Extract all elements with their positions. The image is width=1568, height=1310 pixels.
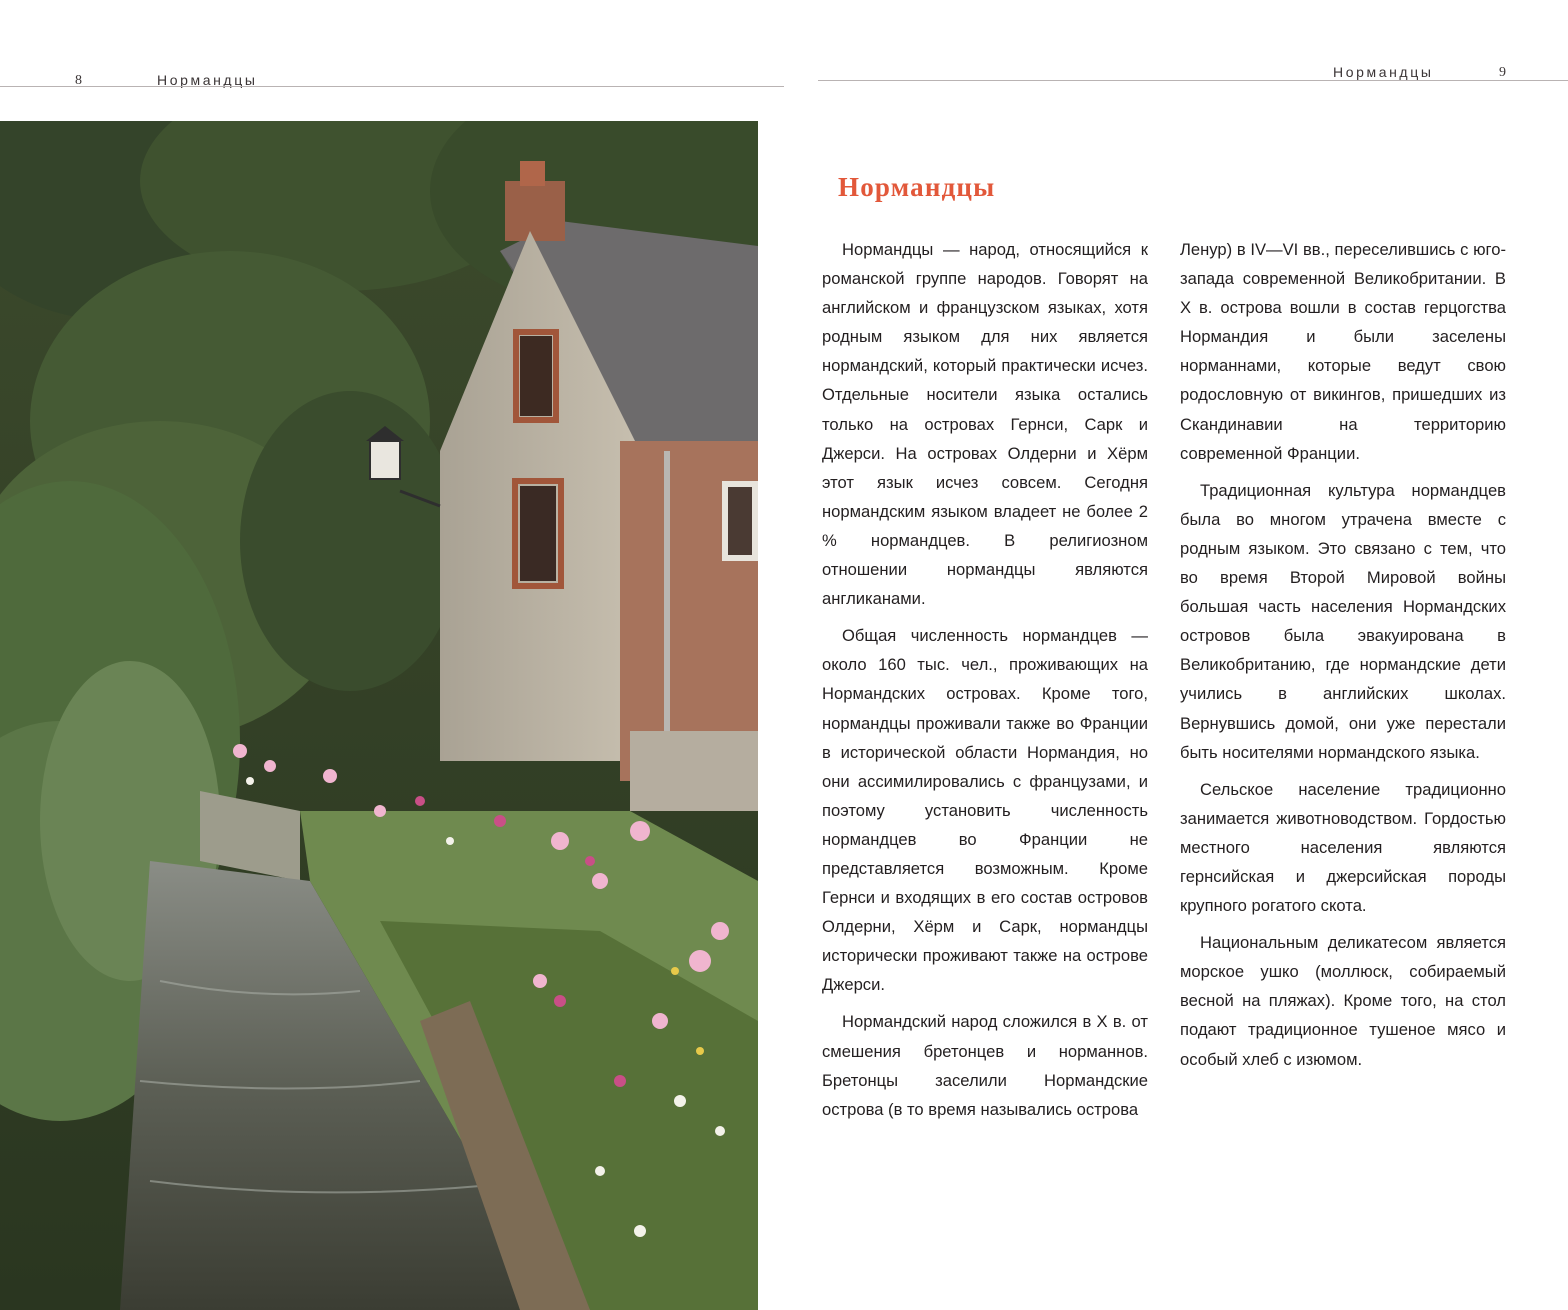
paragraph: Сельское население традиционно занимается животноводством. Гордостью местного населения являются гернсийская и джерсийская породы крупного рогатого скота. — [1180, 779, 1506, 916]
running-head-left: Нормандцы — [157, 72, 258, 88]
text-column-2 — [1180, 235, 1506, 1082]
article-title: Нормандцы — [838, 172, 996, 202]
page-number-left: 8 — [75, 73, 82, 88]
page-number-right: 9 — [1499, 65, 1506, 80]
paragraph: Нормандцы — народ, относящийся к романской группе народов. Говорят на английском и французском языках, хотя родным языком для них является нормандский, который практически исчез. Отдельные носители языка остались только на островах Гернси, Сарк и Джерси. На островах Олдерни и Хёрм этот язык исчез совсем. Сегодня нормандским языком владеет не более 2 % нормандцев. В религиозном отношении нормандцы являются англиканами. — [822, 240, 1148, 609]
header-rule-right — [818, 80, 1568, 81]
paragraph: Нормандский народ сложился в X в. от смешения бретонцев и норманнов. Бретонцы заселили Нормандские острова (в то время назывались острова — [822, 1012, 1148, 1119]
paragraph-continued: Ленур) в IV—VI вв., переселившись с юго-запада современной Великобритании. В X в. острова вошли в состав герцогства Нормандия и были заселены норманнами, которые ведут свою родословную от викингов, пришедших из Скандинавии на территорию современной Франции. — [1180, 240, 1506, 463]
paragraph: Национальным деликатесом является морское ушко (моллюск, собираемый весной на пляжах). Кроме того, на стол подают традиционное тушеное мясо и особый хлеб с изюмом. — [1180, 933, 1506, 1069]
paragraph: Общая численность нормандцев — около 160 тыс. чел., проживающих на Нормандских островах. Кроме того, нормандцы проживали также во Франции в исторической области Нормандия, но они ассимилировались с французами, и поэтому установить численность нормандцев во Франции не представляется возможным. Кроме Гернси и входящих в его состав островов Олдерни, Хёрм и Сарк, нормандцы исторически проживают также на острове Джерси. — [822, 626, 1148, 995]
photo-illustration — [0, 121, 758, 1310]
text-column-1 — [822, 235, 1148, 1132]
cottage-canal-photo — [0, 121, 758, 1310]
running-head-right: Нормандцы — [1333, 64, 1434, 80]
header-rule-left — [0, 86, 784, 87]
paragraph: Традиционная культура нормандцев была во многом утрачена вместе с родным языком. Это связано с тем, что во время Второй Мировой войны большая часть населения Нормандских островов была эвакуирована в Великобританию, где нормандские дети учились в английских школах. Вернувшись домой, они уже перестали быть носителями нормандского языка. — [1180, 480, 1506, 762]
